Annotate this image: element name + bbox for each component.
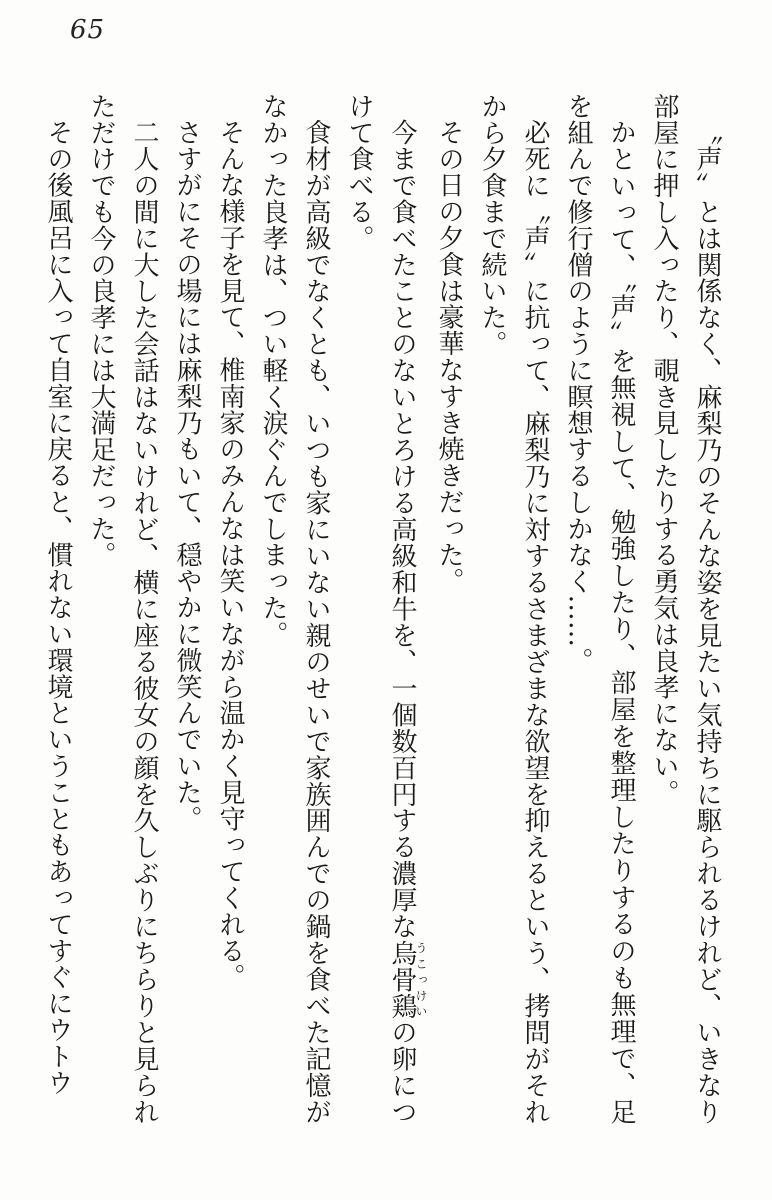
paragraph: そんな様子を見て、椎南家のみんなは笑いながら温かく見守ってくれる。 [215, 119, 245, 991]
paragraph-text: の卵につけて食べる。 [344, 93, 417, 1125]
page-number: 65 [70, 15, 106, 45]
ruby-furigana: うこっけい [414, 939, 428, 1020]
ruby-word [387, 939, 428, 1020]
paragraph: かといって、〝声〟を無視して、勉強したり、部屋を整理したりするのも無理で、足を組んで修行僧のように瞑想するしかなく……。 [563, 93, 636, 1125]
paragraph: 必死に〝声〟に抗って、麻梨乃に対するさまざまな欲望を抑えるという、拷問がそれから夕食まで続いた。 [477, 93, 550, 1125]
paragraph [337, 93, 427, 1125]
paragraph: その後風呂に入って自室に戻ると、慣れない環境ということもあってすぐにウトウ [43, 119, 73, 1096]
paragraph: 食材が高級でなくとも、いつも家にいない親のせいで家族囲んでの鍋を食べた記憶がなかった良孝は、つい軽く涙ぐんでしまった。 [258, 93, 331, 1125]
paragraph: 二人の間に大した会話はないけれど、横に座る彼女の顔を久しぶりにちらりと見られただけでも今の良孝には大満足だった。 [86, 93, 159, 1125]
paragraph: 〝声〟とは関係なく、麻梨乃のそんな姿を見たい気持ちに駆られるけれど、いきなり部屋に押し入ったり、覗き見したりする勇気は良孝にない。 [649, 93, 722, 1125]
text-block [36, 93, 728, 1125]
paragraph: その日の夕食は豪華なすき焼きだった。 [434, 119, 464, 595]
paragraph-text: 今まで食べたことのないとろける高級和牛を、一個数百円する濃厚な [387, 119, 417, 940]
paragraph: さすがにその場には麻梨乃もいて、穏やかに微笑んでいた。 [172, 119, 202, 832]
ruby-base: 烏骨鶏 [387, 939, 417, 1020]
